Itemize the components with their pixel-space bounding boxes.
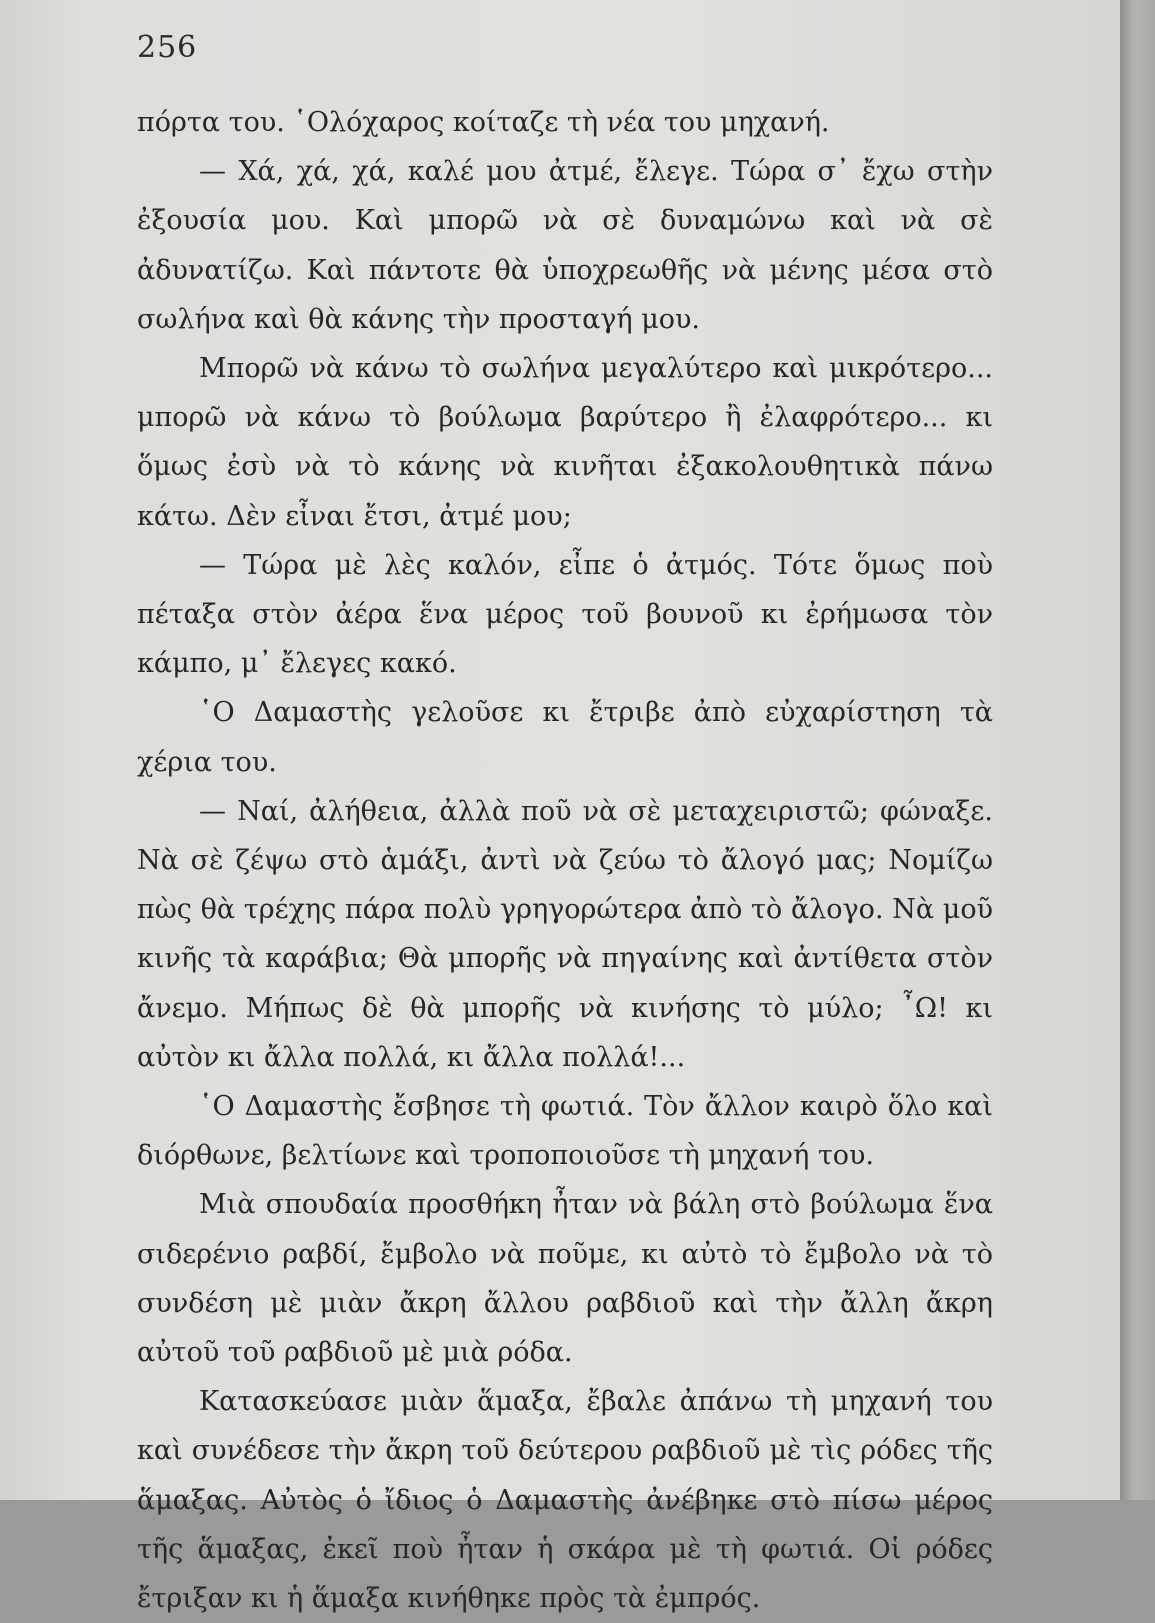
paragraph-4: — Τώρα μὲ λὲς καλόν, εἶπε ὁ ἀτμός. Τότε ὅμως ποὺ πέταξα στὸν ἀέρα ἕνα μέρος τοῦ βουνοῦ κι ἐρήμωσα τὸν κάμπο, μ᾽ ἔλεγες κακό. xyxy=(137,549,993,680)
paragraph-6: — Ναί, ἀλήθεια, ἀλλὰ ποῦ νὰ σὲ μεταχειριστῶ; φώναξε. Νὰ σὲ ζέψω στὸ ἁμάξι, ἀντὶ νὰ ζεύω τὸ ἄλογό μας; Νομίζω πὼς θὰ τρέχης πάρα πολὺ γρηγορώτερα ἀπὸ τὸ ἄλογο. Νὰ μοῦ κινῆς τὰ καράβια; Θὰ μπορῆς νὰ πηγαίνης καὶ ἀντίθετα στὸν ἄνεμο. Μήπως δὲ θὰ μπορῆς νὰ κινήσης τὸ μύλο; ῏Ω! κι αὐτὸν κι ἄλλα πολλά, κι ἄλλα πολλά!... xyxy=(137,795,993,1073)
paragraph-1: πόρτα του. ῾Ολόχαρος κοίταζε τὴ νέα του μηχανή. xyxy=(137,107,830,138)
paragraph-9: Κατασκεύασε μιὰν ἅμαξα, ἔβαλε ἀπάνω τὴ μηχανή του καὶ συνέδεσε τὴν ἄκρη τοῦ δεύτερου ραβδιοῦ μὲ τὶς ρόδες τῆς ἅμαξας. Αὐτὸς ὁ ἴδιος ὁ Δαμαστὴς ἀνέβηκε στὸ πίσω μέρος τῆς ἅμαξας, ἐκεῖ ποὺ ἦταν ἡ σκάρα μὲ τὴ φωτιά. Οἱ ρόδες ἔτριξαν κι ἡ ἅμαξα κινήθηκε πρὸς τὰ ἐμπρός. xyxy=(137,1386,993,1615)
page-edge xyxy=(1120,0,1155,1500)
page-number: 256 xyxy=(137,30,198,65)
body-text xyxy=(137,98,993,1623)
paragraph-8: Μιὰ σπουδαία προσθήκη ἦταν νὰ βάλη στὸ βούλωμα ἕνα σιδερένιο ραβδί, ἔμβολο νὰ ποῦμε, κι αὐτὸ τὸ ἔμβολο νὰ τὸ συνδέση μὲ μιὰν ἄκρη ἄλλου ραβδιοῦ καὶ τὴν ἄλλη ἄκρη αὐτοῦ τοῦ ραβδιοῦ μὲ μιὰ ρόδα. xyxy=(137,1189,993,1369)
paragraph-3: Μπορῶ νὰ κάνω τὸ σωλήνα μεγαλύτερο καὶ μικρότερο... μπορῶ νὰ κάνω τὸ βούλωμα βαρύτερο ἢ ἐλαφρότερο... κι ὅμως ἐσὺ νὰ τὸ κάνης νὰ κινῆται ἐξακολουθητικὰ πάνω κάτω. Δὲν εἶναι ἔτσι, ἀτμέ μου; xyxy=(137,353,993,532)
paragraph-5: ῾Ο Δαμαστὴς γελοῦσε κι ἔτριβε ἀπὸ εὐχαρίστηση τὰ χέρια του. xyxy=(137,697,993,778)
paragraph-2: — Χά, χά, χά, καλέ μου ἀτμέ, ἔλεγε. Τώρα σ᾽ ἔχω στὴν ἐξουσία μου. Καὶ μπορῶ νὰ σὲ δυναμώνω καὶ νὰ σὲ ἀδυνατίζω. Καὶ πάντοτε θὰ ὑποχρεωθῆς νὰ μένης μέσα στὸ σωλήνα καὶ θὰ κάνης τὴν προσταγή μου. xyxy=(137,156,993,335)
paragraph-7: ῾Ο Δαμαστὴς ἔσβησε τὴ φωτιά. Τὸν ἄλλον καιρὸ ὅλο καὶ διόρθωνε, βελτίωνε καὶ τροποποιοῦσε τὴ μηχανή του. xyxy=(137,1091,993,1172)
